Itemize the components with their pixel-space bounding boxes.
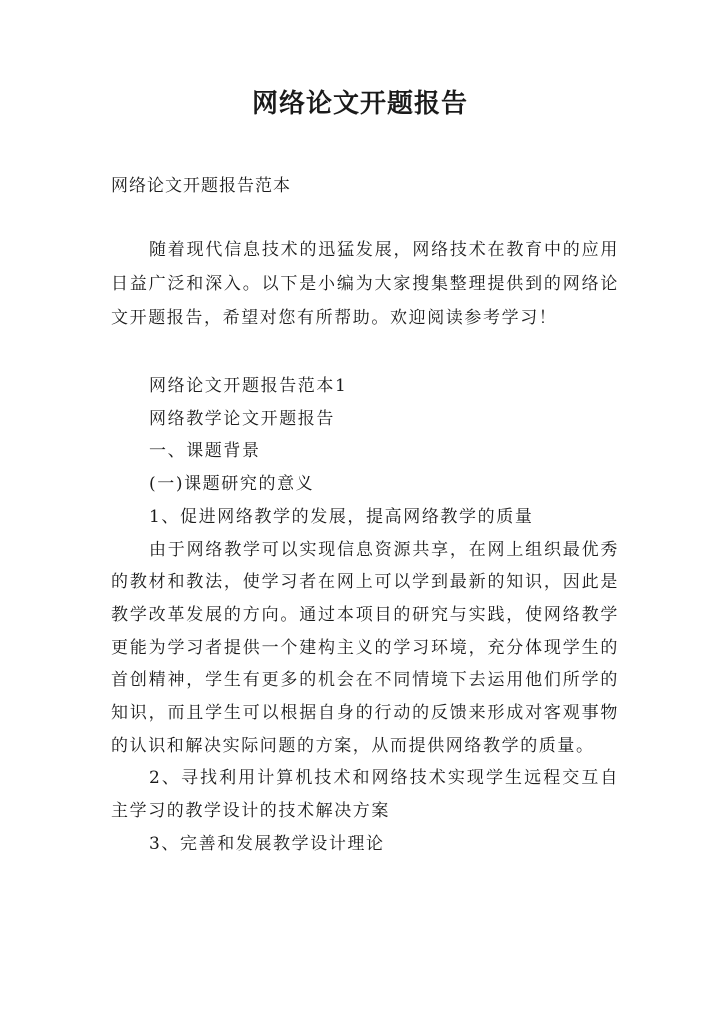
paragraph: 网络论文开题报告范本1 (149, 376, 348, 396)
paragraph: 由于网络教学可以实现信息资源共享，在网上组织最优秀的教材和教法，使学习者在网上可以学到最新的知识，因此是教学改革发展的方向。通过本项目的研究与实践，使网络教学更能为学习者提供一个建构主义的学习环境，充分体现学生的首创精神，学生有更多的机会在不同情境下去运用他们所学的知识，而且学生可以根据自身的行动的反馈来形成对客观事物的认识和解决实际问题的方案，从而提供网络教学的质量。 (111, 539, 619, 756)
paragraph: (一)课题研究的意义 (149, 474, 315, 495)
paragraph: 3、完善和发展教学设计理论 (149, 833, 385, 854)
intro-paragraph: 随着现代信息技术的迅猛发展，网络技术在教育中的应用日益广泛和深入。以下是小编为大家搜集整理提供到的网络论文开题报告，希望对您有所帮助。欢迎阅读参考学习！ (111, 240, 619, 328)
paragraph: 2、寻找利用计算机技术和网络技术实现学生远程交互自主学习的教学设计的技术解决方案 (111, 768, 619, 822)
paragraph: 1、促进网络教学的发展，提高网络教学的质量 (149, 506, 534, 527)
paragraph: 一、课题背景 (149, 441, 261, 462)
document-title: 网络论文开题报告 (251, 89, 468, 119)
document-subtitle: 网络论文开题报告范本 (111, 176, 291, 196)
document-body (111, 370, 619, 861)
paragraph: 网络教学论文开题报告 (149, 408, 335, 429)
